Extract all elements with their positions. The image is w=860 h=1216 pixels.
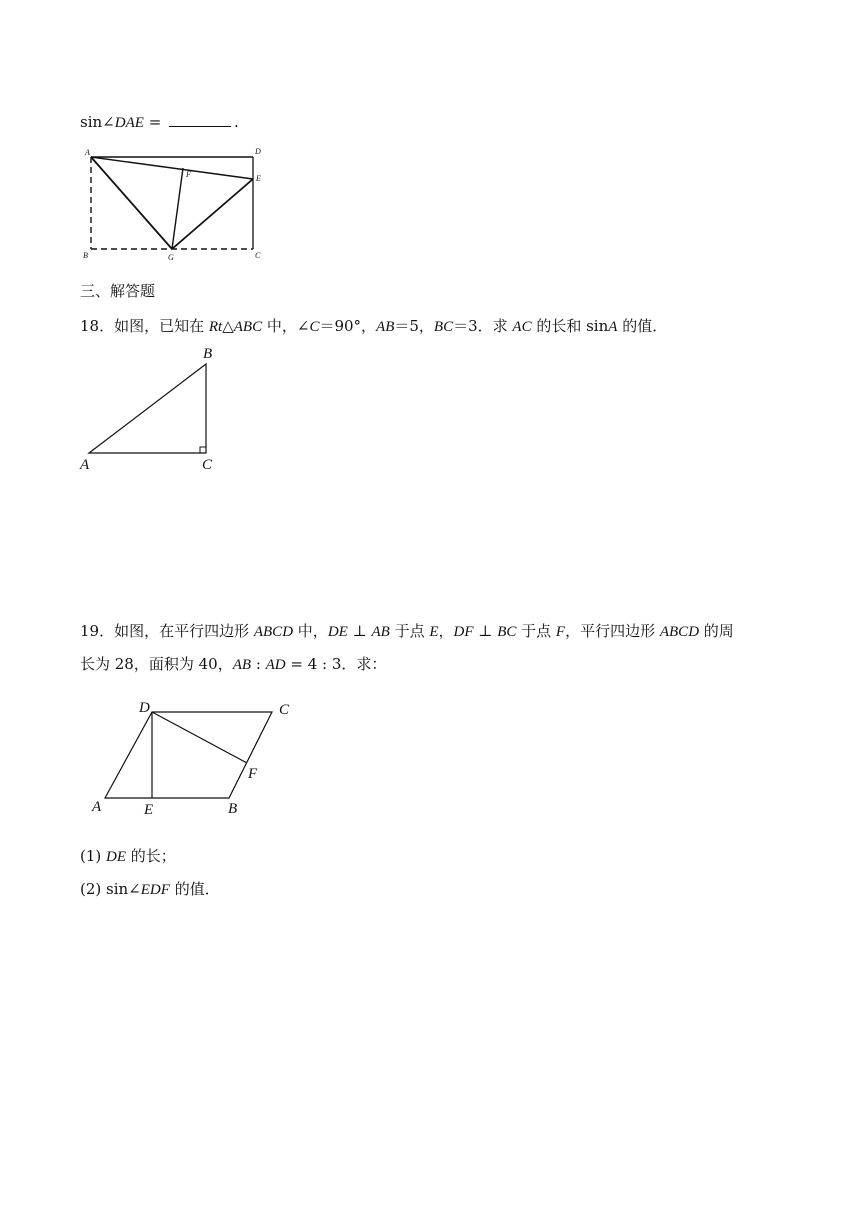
label-d: D xyxy=(255,147,261,156)
label-e: E xyxy=(144,802,154,818)
segment-ae xyxy=(91,157,253,179)
label-a: A xyxy=(92,799,102,815)
segment-ag xyxy=(91,157,172,249)
label-e: E xyxy=(256,174,261,183)
label-c: C xyxy=(279,702,290,718)
segment-gf xyxy=(172,168,183,249)
q19-sub-2: (2) sin∠EDF 的值． xyxy=(80,880,220,898)
label-b: B xyxy=(203,346,213,362)
sin-prefix: sin∠ xyxy=(80,113,115,131)
label-d: D xyxy=(139,700,150,716)
section-heading: 三、解答题 xyxy=(80,282,156,300)
label-b: B xyxy=(228,801,238,817)
q18-text: 18．如图，已知在 Rt△ABC 中，∠C＝90°，AB＝5，BC＝3．求 AC 的长和 sinA 的值． xyxy=(80,317,668,335)
right-angle-mark xyxy=(200,447,206,453)
label-a: A xyxy=(85,148,90,157)
angle-dae: DAE xyxy=(114,115,144,131)
segment-ge xyxy=(172,179,253,249)
q19-text-line-1: 19．如图，在平行四边形 ABCD 中，DE ⊥ AB 于点 E，DF ⊥ BC 于点 F，平行四边形 ABCD 的周 xyxy=(80,622,734,640)
q17-answer-line xyxy=(80,113,239,132)
q17-figure xyxy=(80,145,265,265)
label-g: G xyxy=(168,253,174,262)
q19-sub-1: (1) DE 的长； xyxy=(80,847,176,865)
equals-sign: = xyxy=(148,113,162,131)
answer-blank xyxy=(169,113,231,127)
label-c: C xyxy=(202,457,213,473)
label-f: F xyxy=(186,170,191,179)
q19-figure xyxy=(88,695,308,820)
period: . xyxy=(234,113,239,131)
parallelogram-abcd xyxy=(105,712,272,798)
label-a: A xyxy=(80,457,90,473)
label-b: B xyxy=(83,251,88,260)
label-f: F xyxy=(248,766,258,782)
q19-text-line-2: 长为 28，面积为 40，AB : AD = 4 : 3．求： xyxy=(80,655,387,673)
triangle-abc xyxy=(89,364,206,453)
label-c: C xyxy=(255,251,261,260)
segment-df xyxy=(152,712,247,763)
q18-figure xyxy=(78,340,228,475)
